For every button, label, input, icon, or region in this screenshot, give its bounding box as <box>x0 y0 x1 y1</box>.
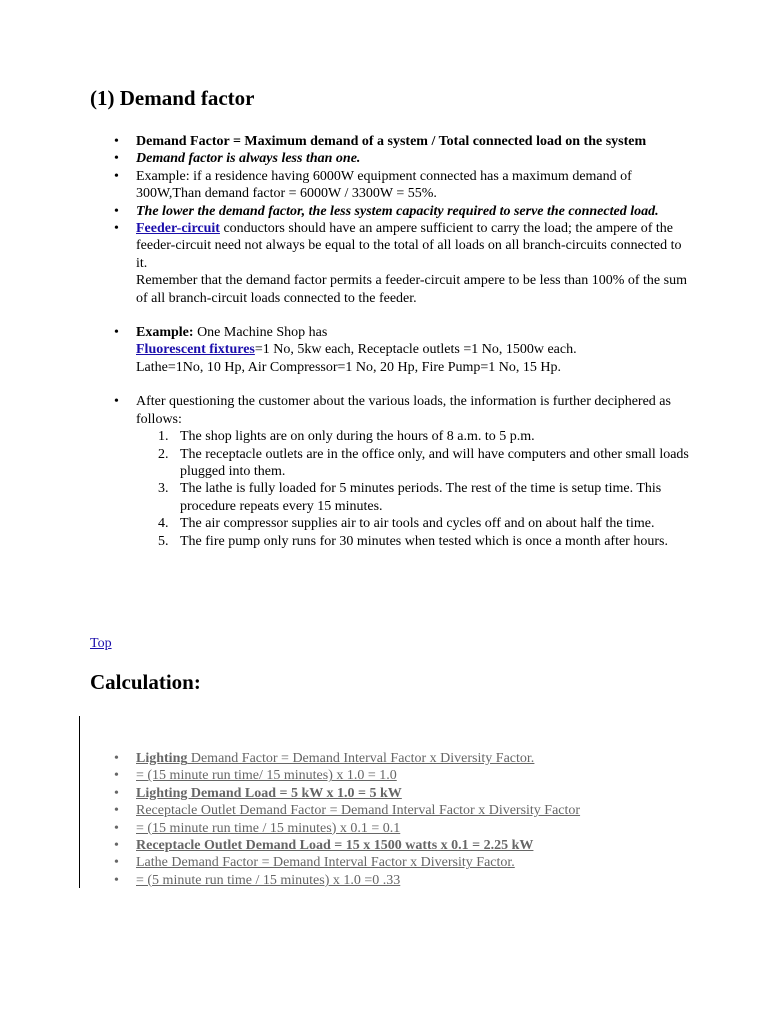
list-item: • = (5 minute run time / 15 minutes) x 1.0 =0 .33 <box>90 872 580 889</box>
example-label: Example: <box>136 325 194 341</box>
fluorescent-fixtures-link[interactable]: Fluorescent fixtures <box>136 342 255 358</box>
section-heading-calculation: Calculation: <box>90 670 201 694</box>
list-item <box>90 168 690 203</box>
list-item: 3. The lathe is fully loaded for 5 minutes periods. The rest of the time is setup time. This procedure repeats every 15 minutes. <box>158 481 662 514</box>
list-item <box>90 150 690 167</box>
emphasis-text: The lower the demand factor, the less system capacity required to serve the connected load. <box>136 203 659 219</box>
list-item: 4. The air compressor supplies air to air tools and cycles off and on about half the time. <box>158 516 655 532</box>
body-text: One Machine Shop has <box>193 325 328 341</box>
body-text: Lathe=1No, 10 Hp, Air Compressor=1 No, 20 Hp, Fire Pump=1 No, 15 Hp. <box>136 359 561 375</box>
demand-factor-list <box>90 133 690 550</box>
feeder-circuit-link[interactable]: Feeder-circuit <box>136 221 220 237</box>
section-heading-demand-factor: (1) Demand factor <box>90 86 255 110</box>
list-item: 1. The shop lights are on only during the hours of 8 a.m. to 5 p.m. <box>158 429 535 445</box>
list-item: • Receptacle Outlet Demand Load = 15 x 1500 watts x 0.1 = 2.25 kW <box>90 837 580 854</box>
definition-text: Demand Factor = Maximum demand of a system / Total connected load on the system <box>136 134 647 149</box>
list-item <box>90 133 690 150</box>
list-item: • Lighting Demand Load = 5 kW x 1.0 = 5 kW <box>90 785 580 802</box>
list-item: • Lighting Demand Factor = Demand Interval Factor x Diversity Factor. <box>90 750 580 767</box>
list-item: • Lathe Demand Factor = Demand Interval Factor x Diversity Factor. <box>90 854 580 871</box>
body-text: =1 No, 5kw each, Receptacle outlets =1 No, 1500w each. <box>254 342 577 358</box>
list-item: 2. The receptacle outlets are in the office only, and will have computers and other small loads plugged into them. <box>158 446 689 479</box>
vertical-divider <box>79 716 80 888</box>
list-item: • = (15 minute run time / 15 minutes) x 0.1 = 0.1 <box>90 820 580 837</box>
body-text: conductors should have an ampere sufficient to carry the load; the ampere of the feeder-circuit need not always be equal to the total of all loads on all branch-circuits connected to it. <box>136 221 682 271</box>
list-item: 5. The fire pump only runs for 30 minutes when tested which is once a month after hours. <box>158 533 668 549</box>
list-item: • Receptacle Outlet Demand Factor = Demand Interval Factor x Diversity Factor <box>90 802 580 819</box>
list-item <box>90 393 690 550</box>
list-item: • = (15 minute run time/ 15 minutes) x 1.0 = 1.0 <box>90 767 580 784</box>
top-link[interactable]: Top <box>90 636 112 651</box>
load-steps-list <box>136 428 690 550</box>
list-item <box>90 220 690 307</box>
list-item <box>90 324 690 376</box>
example-text: Example: if a residence having 6000W equipment connected has a maximum demand of 300W,Than demand factor = 6000W / 3300W = 55%. <box>136 168 632 202</box>
list-item <box>90 203 690 220</box>
body-text: After questioning the customer about the various loads, the information is further deciphered as follows: <box>136 394 671 427</box>
emphasis-text: Demand factor is always less than one. <box>136 151 361 167</box>
calculation-list <box>90 750 580 889</box>
body-text: Remember that the demand factor permits a feeder-circuit ampere to be less than 100% of the sum of all branch-circuit loads connected to the feeder. <box>136 273 687 306</box>
